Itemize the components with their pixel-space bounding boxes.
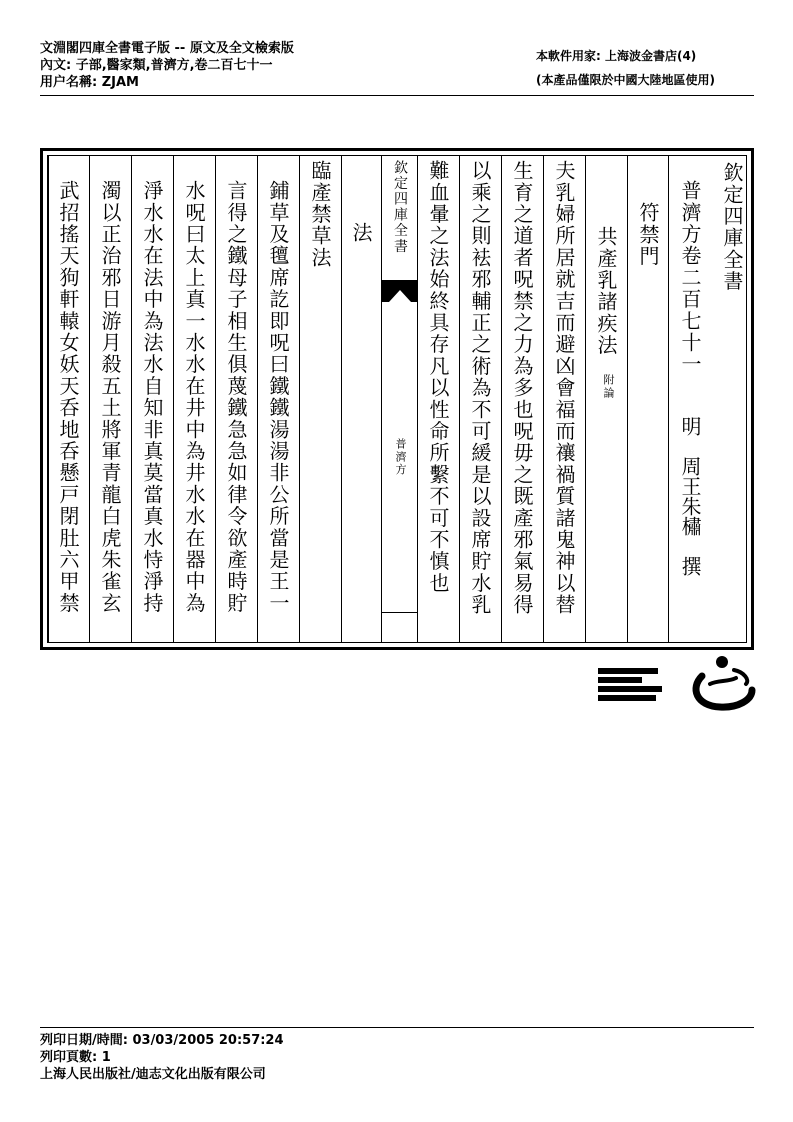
book-column <box>215 156 257 642</box>
author-line: 明 周王朱橚 撰 <box>678 416 702 576</box>
subsection-note: 附論 <box>602 374 615 400</box>
chapter-title: 普濟方卷二百七十一 <box>678 180 702 376</box>
text-line: 淨水水在法中為法水自知非真莫當真水恃淨持 <box>140 180 164 614</box>
text-line: 言得之鐵母子相生俱蔑鐵急急如律令欲產時貯 <box>224 180 248 614</box>
header-license <box>536 44 715 92</box>
fold-book-name: 普濟方 <box>394 438 407 477</box>
book-column <box>299 156 341 642</box>
book-column <box>257 156 299 642</box>
book-column <box>89 156 131 642</box>
text-line: 難血暈之法始終具存凡以性命所繫不可不慎也 <box>426 160 450 594</box>
region-notice: (本產品僅限於中國大陸地區使用) <box>536 73 715 87</box>
footer-info <box>40 1032 284 1083</box>
subsection-title: 共產乳諸疾法 <box>594 226 618 357</box>
text-line: 水呪曰太上真一水水在井中為井水水在器中為 <box>182 180 206 614</box>
text-line: 鋪草及氊席訖即呪曰鐵鐵湯湯非公所當是王一 <box>266 180 290 614</box>
footer-divider <box>40 1027 754 1028</box>
publisher: 上海人民出版社/迪志文化出版有限公司 <box>40 1067 266 1082</box>
fold-book-title: 欽定四庫全書 <box>392 160 408 255</box>
header-user: 用户名稱: ZJAM <box>40 75 139 90</box>
book-column <box>543 156 585 642</box>
license-holder: 本軟件用家: 上海波金書店(4) <box>536 49 697 63</box>
print-datetime: 列印日期/時間: 03/03/2005 20:57:24 <box>40 1033 284 1048</box>
book-page <box>47 155 747 643</box>
publisher-logo-mark <box>596 668 666 702</box>
book-title: 欽定四庫全書 <box>720 162 744 293</box>
book-column <box>501 156 543 642</box>
method-title: 臨產禁草法 <box>308 160 332 269</box>
text-line: 以乘之則袪邪輔正之術為不可緩是以設席貯水乳 <box>468 160 492 616</box>
text-line: 夫乳婦所居就吉而避凶會福而禳禍質諸鬼神以替 <box>552 160 576 616</box>
header-title: 文淵閣四庫全書電子版 -- 原文及全文檢索版 <box>40 41 294 56</box>
book-column <box>585 156 627 642</box>
header-divider <box>40 95 754 96</box>
book-column <box>173 156 215 642</box>
book-column <box>48 156 89 642</box>
method-label: 法 <box>349 222 373 244</box>
text-line: 武招搖天狗軒轅女妖天呑地呑懸戸閉肚六甲禁 <box>56 180 80 614</box>
book-page-frame <box>40 148 754 650</box>
book-column <box>668 156 711 642</box>
center-fold-column <box>381 156 417 642</box>
seal-logo-icon <box>688 654 756 712</box>
text-line: 濁以正治邪日游月殺五土將軍青龍白虎朱雀玄 <box>98 180 122 614</box>
book-column <box>711 156 752 642</box>
header-info <box>40 40 294 91</box>
print-pages: 列印頁數: 1 <box>40 1050 111 1065</box>
fold-fishtail-mark <box>382 280 417 302</box>
header-content-path: 內文: 子部,醫家類,普濟方,卷二百七十一 <box>40 58 273 73</box>
section-title: 符禁門 <box>636 202 660 268</box>
book-column <box>131 156 173 642</box>
book-column <box>627 156 668 642</box>
fold-divider <box>382 612 417 613</box>
book-column <box>417 156 459 642</box>
book-column <box>341 156 381 642</box>
book-column <box>459 156 501 642</box>
text-line: 生育之道者呪禁之力為多也呪毋之既產邪氣易得 <box>510 160 534 616</box>
